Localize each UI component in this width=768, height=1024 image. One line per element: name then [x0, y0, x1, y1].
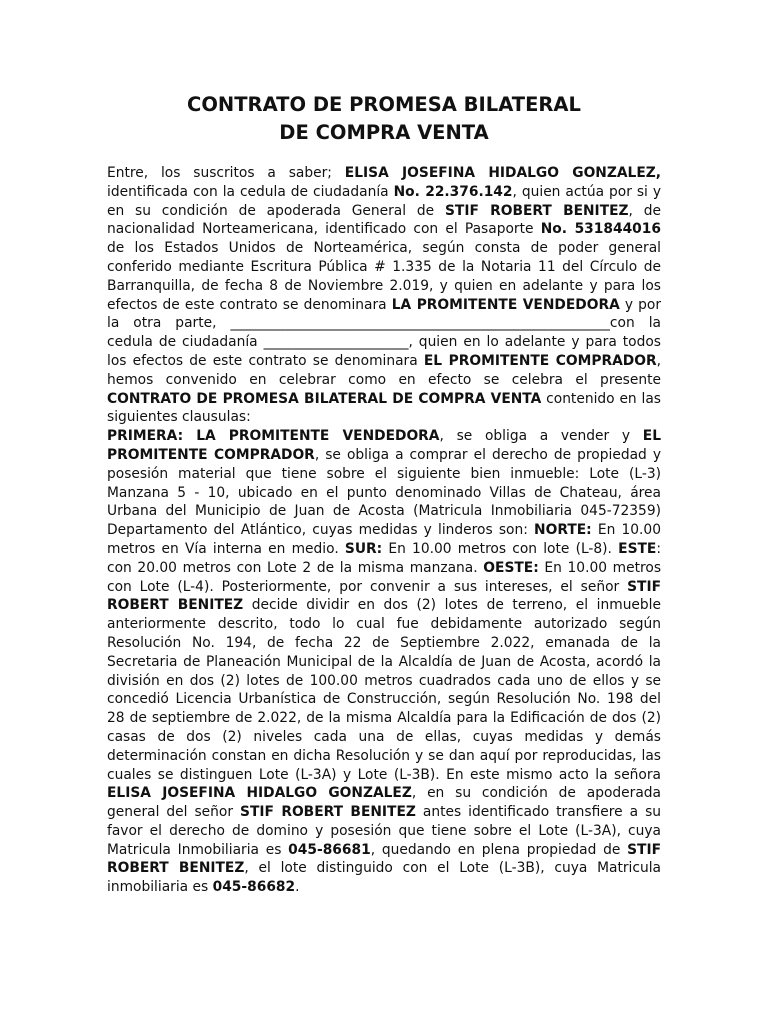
text-run: , quien actúa por si y en su condición de apoderada General de — [107, 183, 661, 219]
bold-text-run: NORTE: — [534, 522, 592, 539]
text-run: de los Estados Unidos de Norteamérica, según consta de poder general conferido mediante Escritura Pública # 1.335 de la Notaria 11 del Círculo de Barranquilla, de fecha 8 de Noviembre 2.019, y quien en adelante y para los efectos de este contrato se denominara — [107, 240, 661, 313]
intro-paragraph — [107, 164, 661, 427]
text-run: contenido en las siguientes clausulas: — [107, 390, 661, 426]
bold-text-run: OESTE: — [483, 559, 539, 576]
text-run: antes identificado transfiere a su favor el derecho de domino y posesión que tiene sobre el Lote (L-3A), cuya Matricula Inmobiliaria es — [107, 804, 661, 858]
document-title — [0, 91, 768, 147]
text-run: En 10.00 metros con lote (L-8). — [382, 540, 619, 557]
bold-text-run: ELISA JOSEFINA HIDALGO GONZALEZ, — [344, 165, 661, 181]
bold-text-run: CONTRATO DE PROMESA BILATERAL DE COMPRA VENTA — [107, 390, 542, 407]
text-run: y por la otra parte, _______________________________________________________con la cedula de ciudadanía _____________________, quien en lo adelante y para todos los efectos de este contrato se denominara — [107, 296, 662, 369]
text-run: En 10.00 metros con Lote (L-4). Posteriormente, por convenir a sus intereses, el señor — [107, 559, 662, 595]
bold-text-run: No. 531844016 — [540, 221, 661, 238]
bold-text-run: PRIMERA: LA PROMITENTE VENDEDORA — [107, 428, 440, 445]
contract-body — [107, 164, 661, 897]
bold-text-run: LA PROMITENTE VENDEDORA — [391, 296, 620, 313]
bold-text-run: 045-86682 — [212, 879, 296, 896]
text-run: , en su condición de apoderada general del señor — [107, 785, 661, 821]
text-run: En 10.00 metros en Vía interna en medio. — [107, 522, 661, 557]
bold-text-run: ESTE — [618, 540, 657, 557]
bold-text-run: ELISA JOSEFINA HIDALGO GONZALEZ — [107, 785, 412, 802]
text-run: , el lote distinguido con el Lote (L-3B), cuya Matricula inmobiliaria es — [107, 860, 661, 896]
bold-text-run: EL PROMITENTE COMPRADOR — [107, 428, 661, 463]
bold-text-run: No. 22.376.142 — [393, 183, 513, 200]
text-run: . — [295, 879, 300, 896]
text-run: , de nacionalidad Norteamericana, identificado con el Pasaporte — [107, 202, 661, 238]
bold-text-run: SUR: — [344, 540, 383, 557]
text-run: , quedando en plena propiedad de — [370, 841, 628, 858]
bold-text-run: STIF ROBERT BENITEZ — [240, 804, 416, 821]
text-run: : con 20.00 metros con Lote 2 de la misma manzana. — [107, 540, 661, 576]
text-run: Entre, los suscritos a saber; — [107, 165, 345, 181]
title-line-2: DE COMPRA VENTA — [279, 121, 489, 144]
first-clause-paragraph — [107, 427, 661, 897]
bold-text-run: 045-86681 — [288, 841, 371, 858]
title-line-1: CONTRATO DE PROMESA BILATERAL — [187, 93, 581, 116]
text-run: , se obliga a vender y — [439, 428, 643, 445]
text-run: , se obliga a comprar el derecho de propiedad y posesión material que tiene sobre el siguiente bien inmueble: Lote (L-3) Manzana 5 - 10, ubicado en el punto denominado Villas de Chateau, área Urbana del Municipio de Juan de Acosta (Matricula Inmobiliaria 045-72359) Departamento del Atlántico, cuyas medidas y linderos son: — [107, 446, 661, 539]
text-run: decide dividir en dos (2) lotes de terreno, el inmueble anteriormente descrito, todo lo cual fue debidamente autorizado según Resolución No. 194, de fecha 22 de Septiembre 2.022, emanada de la Secretaria de Planeación Municipal de la Alcaldía de Juan de Acosta, acordó la división en dos (2) lotes de 100.00 metros cuadrados cada uno de ellos y se concedió Licencia Urbanística de Construcción, según Resolución No. 198 del 28 de septiembre de 2.022, de la misma Alcaldía para la Edificación de dos (2) casas de dos (2) niveles cada una de ellas, cuyas medidas y demás determinación constan en dicha Resolución y se dan aquí por reproducidas, las cuales se distinguen Lote (L-3A) y Lote (L-3B). En este mismo acto la señora — [107, 597, 662, 783]
bold-text-run: STIF ROBERT BENITEZ — [444, 202, 629, 219]
bold-text-run: EL PROMITENTE COMPRADOR — [423, 352, 657, 369]
bold-text-run: STIF ROBERT BENITEZ — [107, 841, 661, 877]
text-run: , hemos convenido en celebrar como en efecto se celebra el presente — [107, 352, 662, 388]
bold-text-run: STIF ROBERT BENITEZ — [107, 578, 661, 614]
text-run: identificada con la cedula de ciudadanía — [107, 183, 394, 200]
